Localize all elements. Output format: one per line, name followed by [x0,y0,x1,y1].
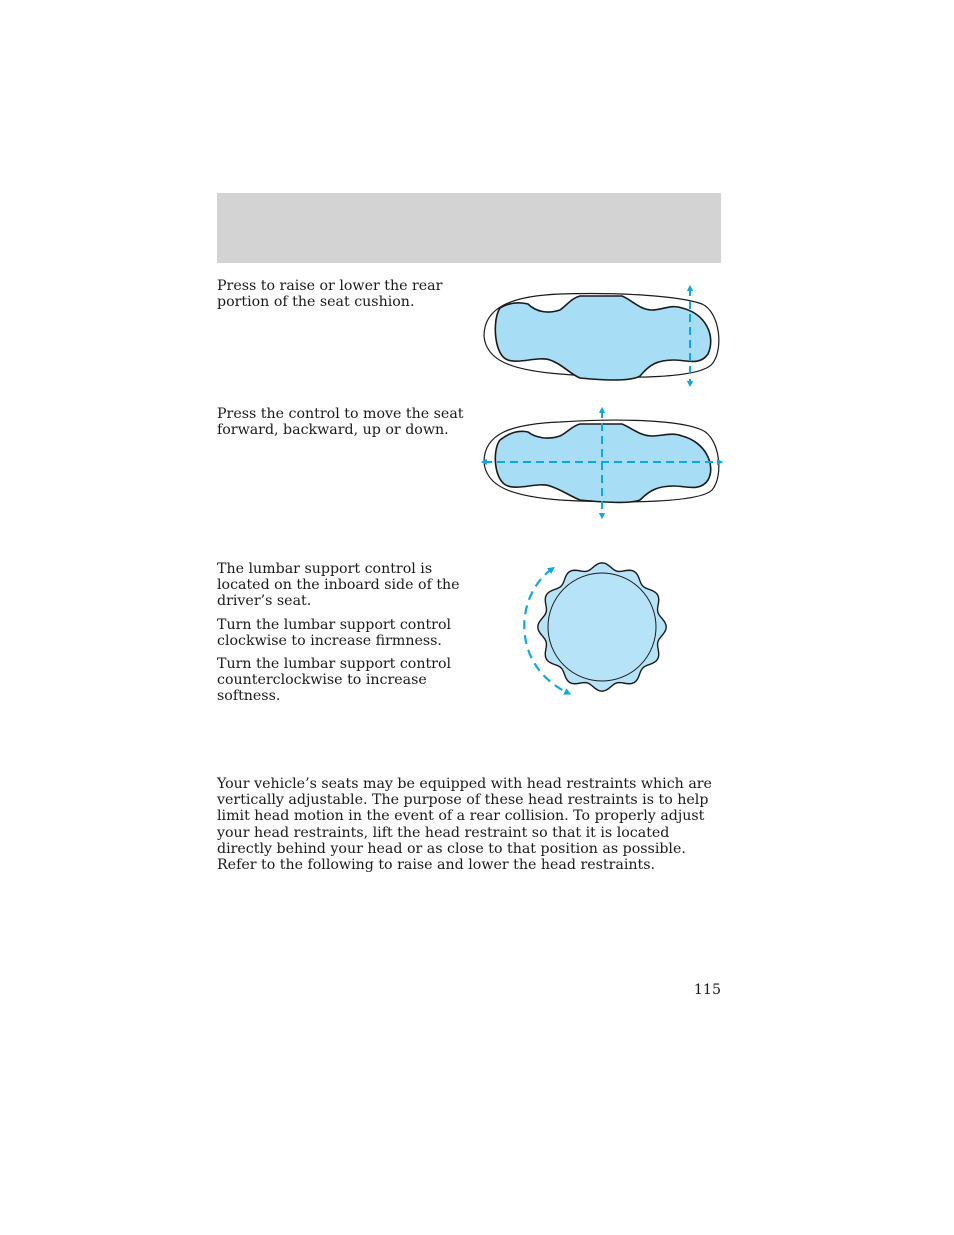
lumbar-firmness-text: Turn the lumbar support control clockwise to increase firmness. [217,616,452,649]
rear-cushion-instruction [217,278,457,310]
head-restraints-paragraph [217,776,723,873]
seat-cushion-tilt-control-icon [480,280,725,395]
seat-move-instruction [217,406,467,438]
seat-move-text: Press the control to move the seat forward, backward, up or down. [217,406,464,439]
lumbar-location-text: The lumbar support control is located on the inboard side of the driver’s seat. [217,561,460,610]
rear-cushion-text: Press to raise or lower the rear portion of the seat cushion. [217,278,443,311]
lumbar-instructions [217,561,467,705]
lumbar-knob-icon [510,555,675,705]
section-header-band [217,193,721,263]
head-restraints-text: Your vehicle’s seats may be equipped with head restraints which are vertically adjustable. The purpose of these head restraints is to help limit head motion in the event of a rear collision. To properly adjust your head restraints, lift the head restraint so that it is located directly behind your head or as close to that position as possible. Refer to the following to raise and lower the head restraints. [217,776,712,874]
seat-four-way-control-icon [480,406,725,521]
page-number: 115 [693,982,721,998]
knob-outline [538,563,666,691]
lumbar-softness-text: Turn the lumbar support control counterclockwise to increase softness. [217,656,452,705]
